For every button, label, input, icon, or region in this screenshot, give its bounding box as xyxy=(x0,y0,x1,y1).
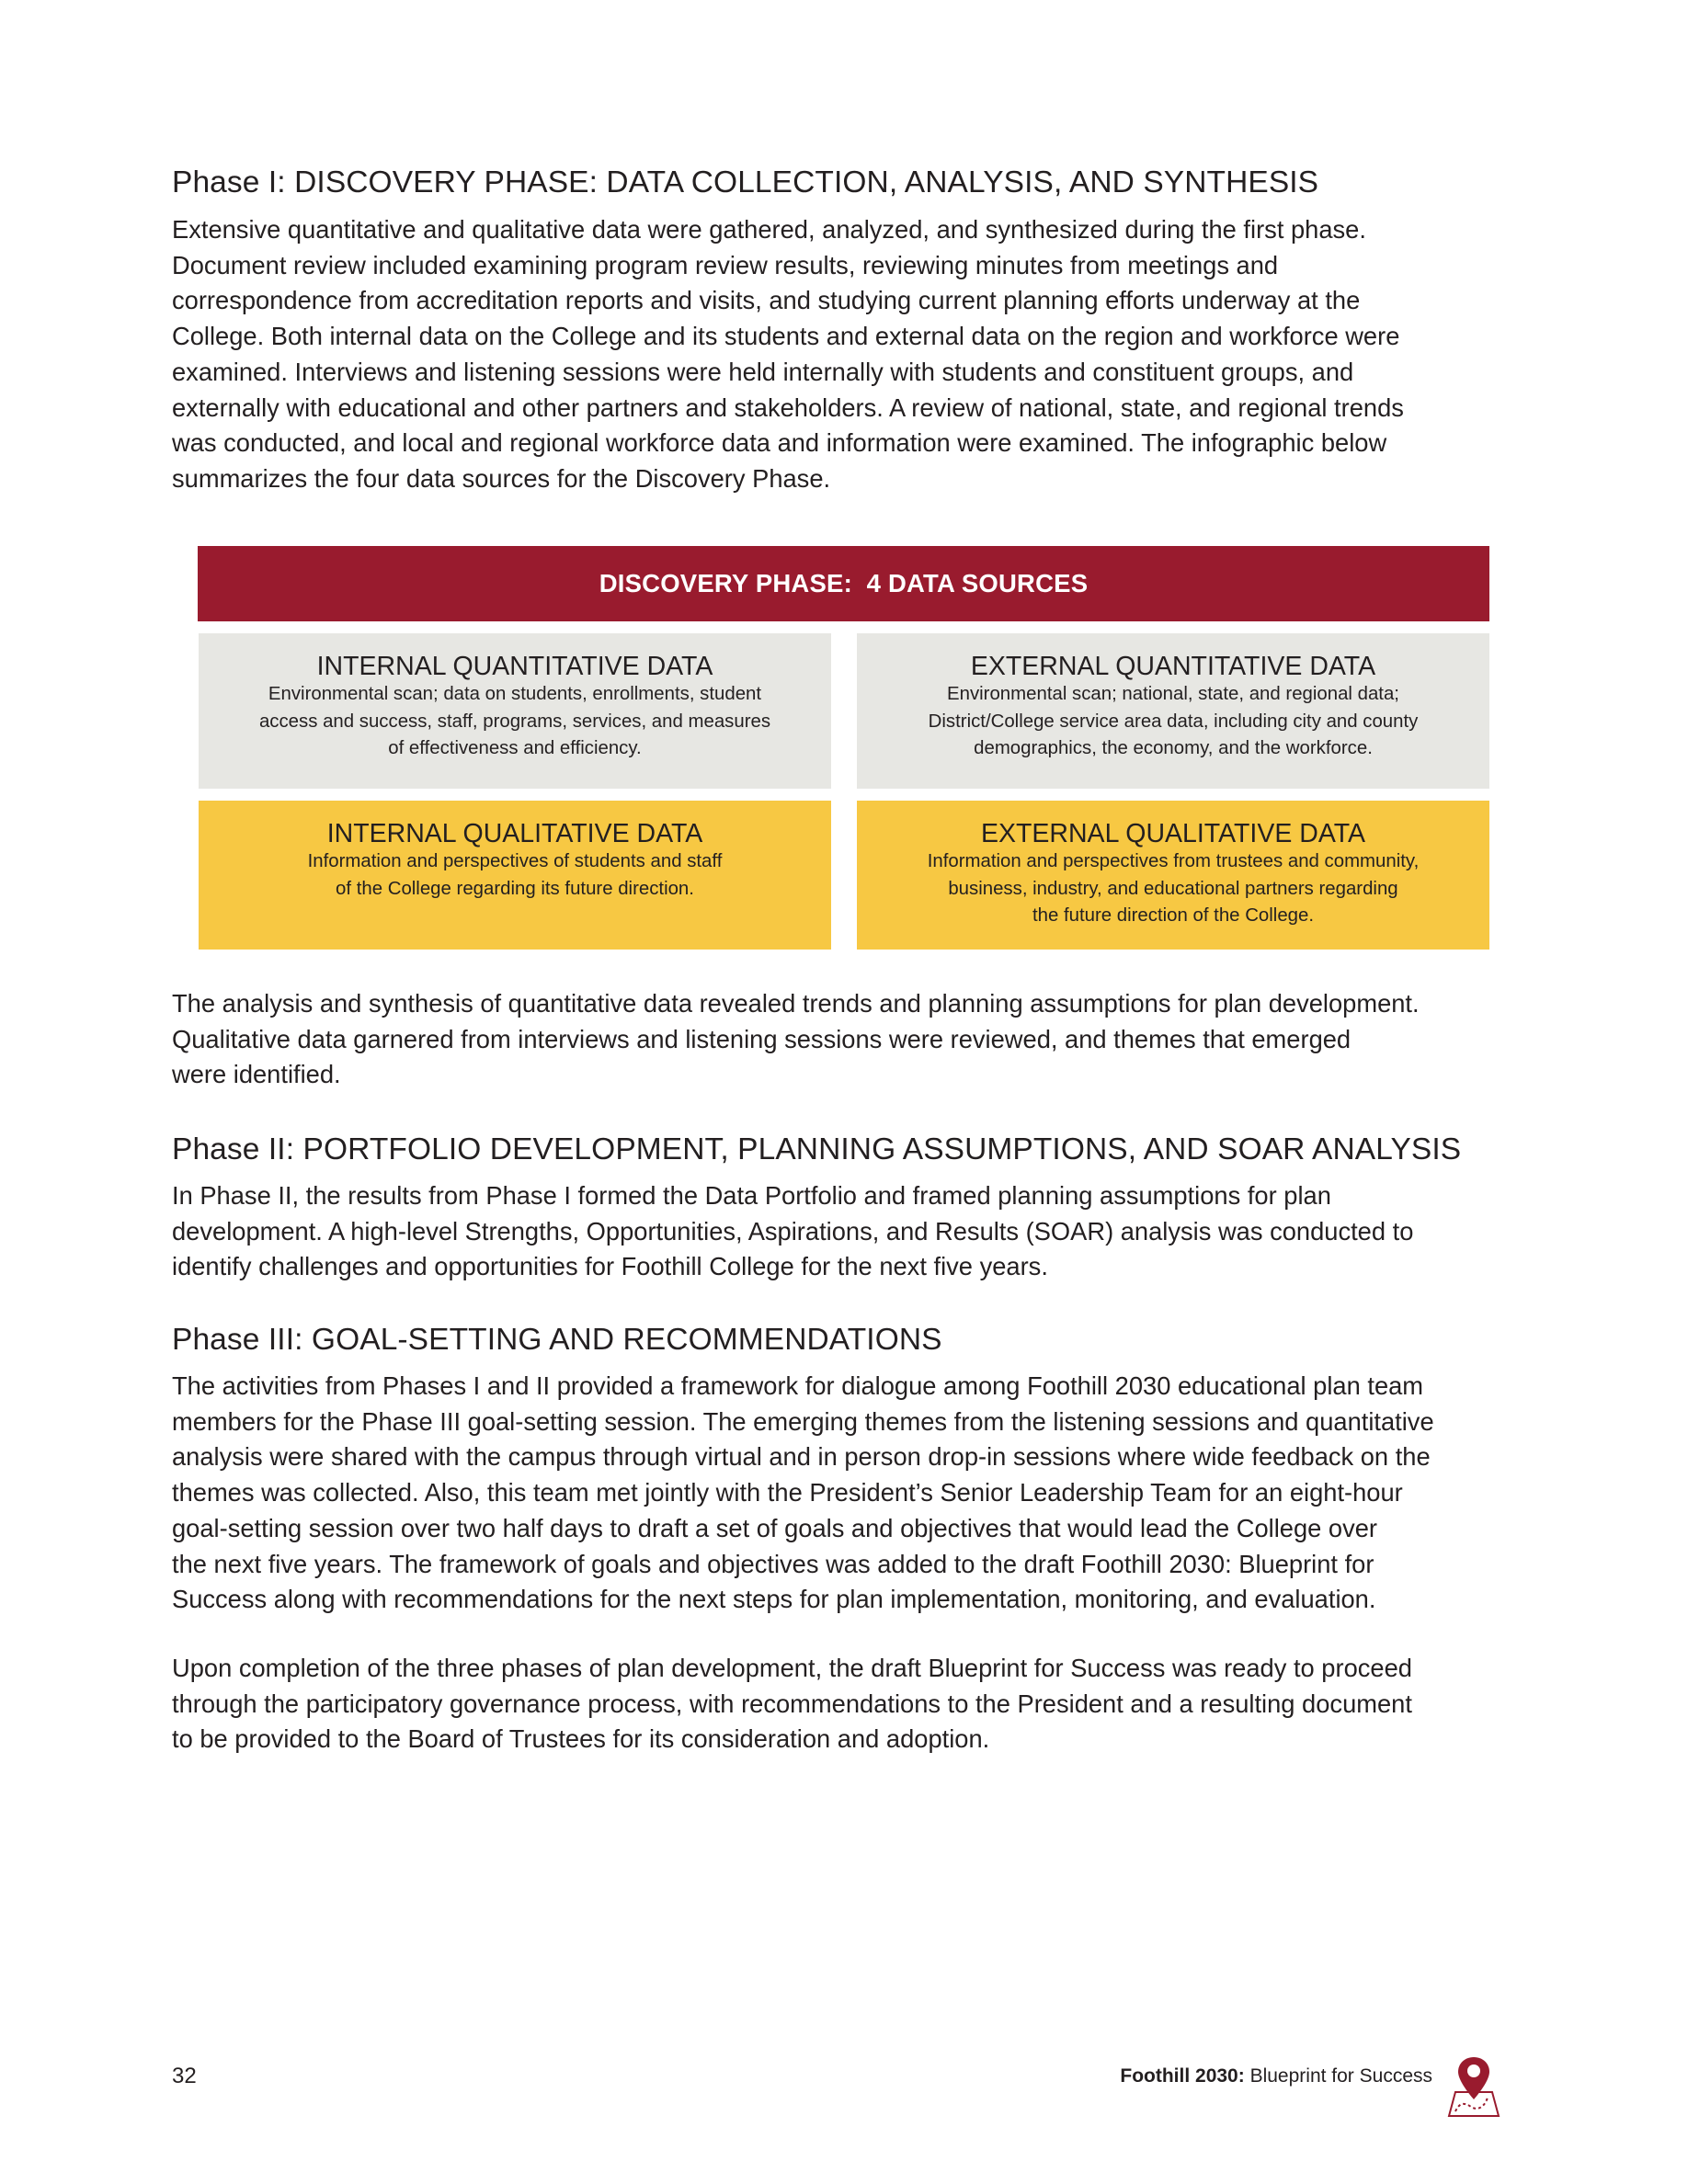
card-external-quantitative xyxy=(857,633,1489,789)
text-line: Qualitative data garnered from interviews and listening sessions were reviewed, and themes that emerged xyxy=(172,1024,1352,1053)
phase1-paragraph xyxy=(172,212,1533,497)
text-line: correspondence from accreditation reports and visits, and studying current planning efforts underway at the xyxy=(172,286,1361,315)
map-pin-icon xyxy=(1447,2055,1500,2118)
text-line: Success along with recommendations for the next steps for plan implementation, monitoring, and evaluation. xyxy=(172,1585,1376,1614)
text-line: Environmental scan; national, state, and regional data; xyxy=(947,684,1399,704)
card-description xyxy=(259,681,770,763)
phase3-heading: Phase III: GOAL-SETTING AND RECOMMENDATIONS xyxy=(172,1323,942,1357)
card-description xyxy=(929,681,1419,763)
card-title: INTERNAL QUANTITATIVE DATA xyxy=(316,652,713,681)
text-line: were identified. xyxy=(172,1060,341,1089)
card-title: INTERNAL QUALITATIVE DATA xyxy=(326,819,703,848)
text-line: summarizes the four data sources for the Discovery Phase. xyxy=(172,463,831,493)
card-description xyxy=(928,848,1420,930)
text-line: Information and perspectives from trustees and community, xyxy=(927,851,1420,871)
text-line: through the participatory governance process, with recommendations to the President and a resulting document xyxy=(172,1689,1412,1718)
footer-document-title xyxy=(1120,2065,1432,2087)
card-title: EXTERNAL QUANTITATIVE DATA xyxy=(970,652,1376,681)
text-line: members for the Phase III goal-setting session. The emerging themes from the listening sessions and quantitative xyxy=(172,1406,1434,1436)
card-description xyxy=(308,848,723,903)
phase2-heading: Phase II: PORTFOLIO DEVELOPMENT, PLANNING ASSUMPTIONS, AND SOAR ANALYSIS xyxy=(172,1132,1462,1166)
text-line: the next five years. The framework of goals and objectives was added to the draft Foothill 2030: Blueprint for xyxy=(172,1549,1374,1578)
text-line: examined. Interviews and listening sessions were held internally with students and constituent groups, and xyxy=(172,357,1354,386)
footer-title-rest: Blueprint for Success xyxy=(1244,2065,1432,2087)
text-line: externally with educational and other partners and stakeholders. A review of national, state, and regional trends xyxy=(172,392,1404,422)
text-line: goal-setting session over two half days to draft a set of goals and objectives that would lead the College over xyxy=(172,1513,1378,1542)
text-line: Environmental scan; data on students, enrollments, student xyxy=(268,684,762,704)
text-line: Extensive quantitative and qualitative data were gathered, analyzed, and synthesized during the first phase. xyxy=(172,215,1366,244)
card-external-qualitative xyxy=(857,801,1489,950)
text-line: Upon completion of the three phases of plan development, the draft Blueprint for Success was ready to proceed xyxy=(172,1654,1412,1682)
page-number: 32 xyxy=(172,2064,197,2088)
card-title: EXTERNAL QUALITATIVE DATA xyxy=(980,819,1366,848)
text-line: In Phase II, the results from Phase I formed the Data Portfolio and framed planning assumptions for plan xyxy=(172,1181,1331,1210)
text-line: themes was collected. Also, this team met jointly with the President’s Senior Leadership Team for an eight-hour xyxy=(172,1478,1403,1507)
phase1-heading: Phase I: DISCOVERY PHASE: DATA COLLECTION, ANALYSIS, AND SYNTHESIS xyxy=(172,165,1319,199)
text-line: Document review included examining program review results, reviewing minutes from meetings and xyxy=(172,250,1279,279)
text-line: analysis were shared with the campus through virtual and in person drop-in sessions where wide feedback on the xyxy=(172,1442,1431,1472)
text-line: demographics, the economy, and the workforce. xyxy=(974,738,1373,758)
card-internal-qualitative xyxy=(199,801,831,950)
phase3-paragraph xyxy=(172,1369,1533,1618)
phase2-paragraph xyxy=(172,1178,1533,1285)
text-line: access and success, staff, programs, services, and measures xyxy=(258,711,771,732)
card-internal-quantitative xyxy=(199,633,831,789)
text-line: was conducted, and local and regional workforce data and information were examined. The infographic below xyxy=(172,428,1387,458)
text-line: to be provided to the Board of Trustees for its consideration and adoption. xyxy=(172,1724,990,1754)
text-line: The activities from Phases I and II provided a framework for dialogue among Foothill 2030 educational plan team xyxy=(172,1371,1424,1400)
text-line: of effectiveness and efficiency. xyxy=(388,738,642,758)
text-line: of the College regarding its future direction. xyxy=(336,878,694,899)
text-line: development. A high-level Strengths, Opportunities, Aspirations, and Results (SOAR) analysis was conducted to xyxy=(172,1216,1414,1246)
text-line: College. Both internal data on the College and its students and external data on the region and workforce were xyxy=(172,322,1400,351)
text-line: District/College service area data, including city and county xyxy=(928,711,1419,732)
text-line: The analysis and synthesis of quantitative data revealed trends and planning assumptions for plan development. xyxy=(172,989,1420,1018)
text-line: identify challenges and opportunities for Foothill College for the next five years. xyxy=(172,1252,1048,1281)
closing-paragraph xyxy=(172,1651,1533,1757)
text-line: Information and perspectives of students and staff xyxy=(307,851,723,871)
infographic-banner xyxy=(198,546,1489,621)
text-line: business, industry, and educational partners regarding xyxy=(948,878,1398,899)
infographic-title: DISCOVERY PHASE: 4 DATA SOURCES xyxy=(599,569,1089,597)
text-line: the future direction of the College. xyxy=(1032,905,1315,926)
footer-title-bold: Foothill 2030: xyxy=(1120,2065,1245,2087)
analysis-paragraph xyxy=(172,986,1533,1093)
